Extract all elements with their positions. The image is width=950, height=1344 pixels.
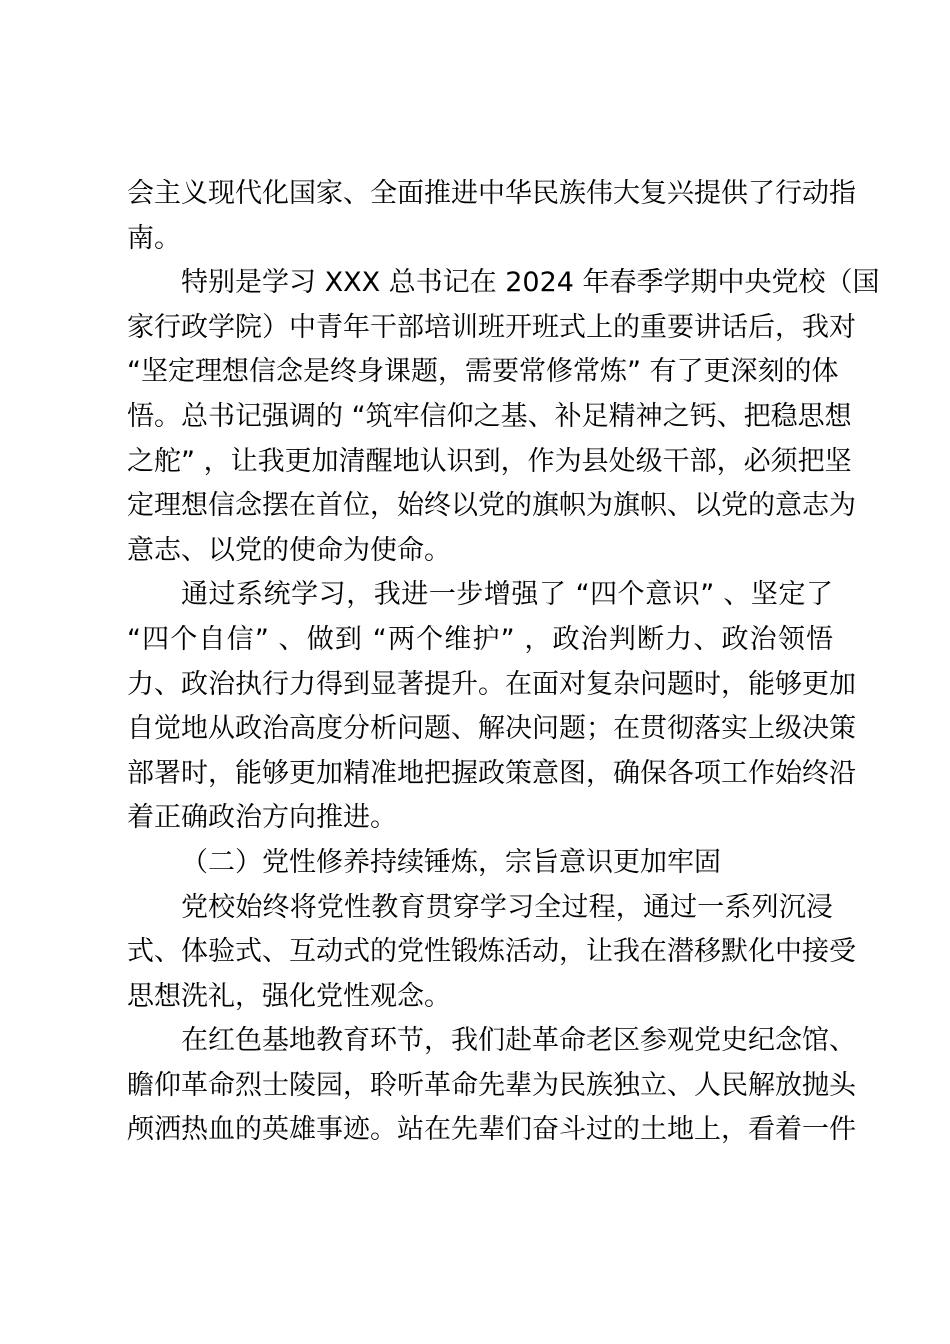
text-line: 南。 [127, 222, 181, 254]
text-line: 会主义现代化国家、全面推进中华民族伟大复兴提供了行动指 [127, 178, 856, 209]
text-line: 思想洗礼，强化党性观念。 [127, 980, 451, 1012]
text-line: 党校始终将党性教育贯穿学习全过程，通过一系列沉浸 [181, 891, 833, 923]
text-line: 家行政学院）中青年干部培训班开班式上的重要讲话后，我对 [127, 311, 856, 343]
document-body [127, 172, 880, 1153]
paragraph-party-education [127, 886, 856, 1020]
text-line: 颅洒热血的英雄事迹。站在先辈们奋斗过的土地上，看着一件 [127, 1114, 856, 1146]
text-line: 特别是学习 XXX 总书记在 2024 年春季学期中央党校（国 [181, 267, 880, 299]
heading-line: （二）党性修养持续锤炼，宗旨意识更加牢固 [181, 846, 721, 878]
text-line: 部署时，能够更加精准地把握政策意图，确保各项工作始终沿 [127, 757, 856, 789]
text-line: 通过系统学习，我进一步增强了 “四个意识” 、坚定了 [181, 579, 833, 611]
section-heading [127, 841, 833, 886]
text-line: 力、政治执行力得到显著提升。在面对复杂问题时，能够更加 [127, 668, 856, 700]
text-line: 之舵” ，让我更加清醒地认识到，作为县处级干部，必须把坚 [127, 445, 852, 477]
text-line: 着正确政治方向推进。 [127, 802, 397, 834]
text-line: 式、体验式、互动式的党性锻炼活动，让我在潜移默化中接受 [127, 936, 856, 968]
text-line: 瞻仰革命烈士陵园，聆听革命先辈为民族独立、人民解放抛头 [127, 1069, 856, 1101]
text-line: 自觉地从政治高度分析问题、解决问题；在贯彻落实上级决策 [127, 713, 856, 745]
text-line: 在红色基地教育环节，我们赴革命老区参观党史纪念馆、 [181, 1025, 856, 1057]
paragraph-systematic-study [127, 573, 856, 841]
text-line: “四个自信” 、做到 “两个维护” ，政治判断力、政治领悟 [127, 623, 833, 655]
text-line: 悟。总书记强调的 “筑牢信仰之基、补足精神之钙、把稳思想 [127, 400, 852, 432]
text-line: 意志、以党的使命为使命。 [127, 534, 451, 566]
paragraph-continuation [127, 172, 856, 261]
text-line: “坚定理想信念是终身课题，需要常修常炼” 有了更深刻的体 [127, 356, 839, 388]
paragraph-speech-study [127, 261, 880, 573]
paragraph-red-base [127, 1019, 856, 1153]
text-line: 定理想信念摆在首位，始终以党的旗帜为旗帜、以党的意志为 [127, 490, 856, 522]
